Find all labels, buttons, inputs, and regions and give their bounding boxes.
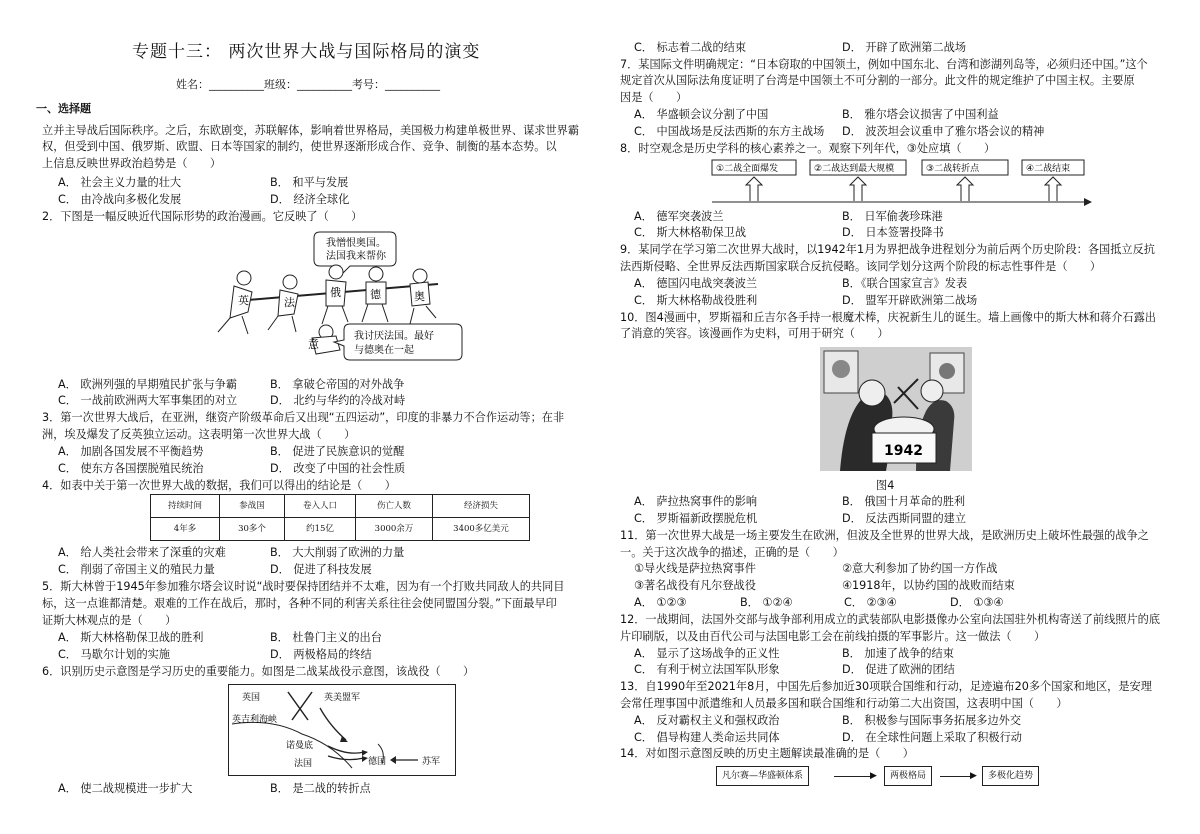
table-cell: 30多个 [220,518,285,541]
q11-option-a[interactable]: A． ①②③ [634,596,687,609]
table-cell: 3400多亿美元 [433,518,530,541]
map-label: 苏军 [422,757,441,767]
q5-option-a[interactable]: A． 斯大林格勒保卫战的胜利 [58,631,204,644]
q7-option-c[interactable]: C． 中国战场是反法西斯的东方主战场 [634,125,825,138]
timeline-box: ②二战达到最大规模 [814,164,895,174]
cartoon-bubble-2: 与德奥在一起 [354,345,414,356]
q3-option-d[interactable]: D． 改变了中国的社会性质 [270,462,406,475]
q11-line: 11．第一次世界大战是一场主要发生在欧洲，但波及全世界的世界大战，是欧洲历史上破坏性最强的战争之 [620,529,1149,542]
q1-option-d[interactable]: D． 经济全球化 [270,193,350,206]
flow-box: 两极格局 [884,766,932,786]
map-label: 法国 [294,759,313,769]
q2-option-b[interactable]: B． 拿破仑帝国的对外战争 [270,378,405,391]
q9-option-a[interactable]: A． 德国闪电战突袭波兰 [634,277,758,290]
cartoon-figure-4 [820,347,972,471]
q12-option-b[interactable]: B． 加速了战争的结束 [842,647,954,660]
student-info-line: 姓名：__________班级：__________考号：__________ [176,78,440,91]
q9-option-d[interactable]: D． 盟军开辟欧洲第二战场 [842,294,978,307]
q4-stem: 4．如表中关于第一次世界大战的数据，我们可以得出的结论是（ ） [42,479,396,492]
cartoon-label-italy: 意 [308,338,319,351]
page-title: 专题十三： 两次世界大战与国际格局的演变 [132,42,481,62]
q6-stem: 6．识别历史示意图是学习历史的重要能力。如图是二战某战役示意图，该战役（ ） [42,665,475,678]
flow-box: 多极化趋势 [982,766,1039,786]
map-label: 英美盟军 [324,693,361,703]
arrow-head-icon: ▶ [970,771,977,781]
q11-option-c[interactable]: C． ②③④ [844,596,897,609]
q11-option-d[interactable]: D． ①③④ [950,596,1004,609]
q11-statement: ④1918年，以协约国的战败而结束 [842,579,1015,592]
q10-line: 10．图4漫画中，罗斯福和丘吉尔各手持一根魔术棒，庆祝新生儿的诞生。墙上画像中的斯大林和蒋介石露出 [620,311,1156,324]
table-cell: 4年多 [151,518,220,541]
map-label: 诺曼底 [286,741,314,751]
q9-option-b[interactable]: B．《联合国家宣言》发表 [842,277,968,290]
q12-line: 12．一战期间，法国外交部与战争部利用成立的武装部队电影摄像办公室向法国驻外机构寄送了前线照片的底 [620,613,1161,626]
q7-option-d[interactable]: D． 波茨坦会议重申了雅尔塔会议的精神 [842,125,1045,138]
q12-option-c[interactable]: C． 有利于树立法国军队形象 [634,663,780,676]
q12-option-d[interactable]: D． 促进了欧洲的团结 [842,663,955,676]
cartoon-label-germany: 德 [370,288,381,301]
timeline-box: ①二战全面爆发 [716,164,779,174]
figure-caption: 图4 [876,479,895,492]
q10-option-c[interactable]: C． 罗斯福新政摆脱危机 [634,512,758,525]
q10-line: 了消意的笑容。该漫画作为史料，可用于研究（ ） [620,327,889,340]
q4-option-c[interactable]: C． 削弱了帝国主义的殖民力量 [58,563,215,576]
flow-arrow [834,776,874,777]
table-header: 持续时间 [151,495,220,518]
q3-option-b[interactable]: B． 促进了民族意识的觉醒 [270,445,405,458]
q14-stem: 14．对如图示意图反映的历史主题解读最准确的是（ ） [620,747,914,760]
cartoon-bubble-2: 我讨厌法国。最好 [354,331,434,342]
q5-line: 5．斯大林曾于1945年参加雅尔塔会议时说“战时要保持团结并不太难，因为有一个打败共同敌人的共同目 [42,580,565,593]
map-label: 德国 [368,757,387,767]
cartoon-label-france: 法 [284,296,295,309]
timeline-diagram [704,157,1094,207]
cartoon-bubble-1: 我憎恨奥国。 [326,238,386,249]
q8-stem: 8．时空观念是历史学科的核心素养之一。观察下列年代，③处应填（ ） [620,142,996,155]
q1-option-c[interactable]: C． 由冷战向多极化发展 [58,193,182,206]
q1-option-b[interactable]: B． 和平与发展 [270,176,349,189]
q7-line: 规定首次从国际法角度证明了台湾是中国领土不可分割的一部分。此文件的规定维护了中国主权。主要原 [620,74,1135,87]
q3-line: 3．第一次世界大战后，在亚洲，继资产阶级革命后又出现“五四运动”，印度的非暴力不合作运动等；在非 [42,411,565,424]
q5-option-b[interactable]: B． 杜鲁门主义的出台 [270,631,382,644]
q6-option-d[interactable]: D． 开辟了欧洲第二战场 [842,41,967,54]
map-label: 英吉利海峡 [232,715,278,725]
q8-option-b[interactable]: B． 日军偷袭珍珠港 [842,210,943,223]
flow-arrow [940,776,974,777]
q13-line: 13．自1990年至2021年8月，中国先后参加近30项联合国维和行动，足迹遍布20多个国家和地区，是安理 [620,680,1152,693]
q5-option-c[interactable]: C． 马歇尔计划的实施 [58,648,171,661]
q2-option-c[interactable]: C． 一战前欧洲两大军事集团的对立 [58,394,238,407]
political-cartoon [208,226,468,370]
q3-option-a[interactable]: A． 加剧各国发展不平衡趋势 [58,445,204,458]
q7-line: 因是（ ） [620,91,688,104]
q8-option-c[interactable]: C． 斯大林格勒保卫战 [634,226,747,239]
q10-option-a[interactable]: A． 萨拉热窝事件的影响 [634,495,758,508]
q2-stem: 2．下图是一幅反映近代国际形势的政治漫画。它反映了（ ） [42,210,363,223]
timeline-box: ③二战转折点 [926,164,980,174]
map-label: 英国 [242,693,261,703]
table-header: 参战国 [220,495,285,518]
cartoon-year: 1942 [884,443,923,459]
flow-box: 凡尔赛—华盛顿体系 [716,766,809,786]
cartoon-bubble-1: 法国我来帮你 [326,251,386,262]
q11-line: 一。关于这次战争的描述，正确的是（ ） [620,546,844,559]
ww1-data-table [150,494,530,541]
q12-option-a[interactable]: A． 显示了这场战争的正义性 [634,647,780,660]
q9-line: 法西斯侵略、全世界反法西斯国家联合反抗侵略。该同学划分这两个阶段的标志性事件是（ ） [620,260,1102,273]
q5-line: 标，这一点谁都清楚。艰难的工作在战后，那时，各种不同的利害关系往往会使同盟国分裂。”下面最早印 [42,597,557,610]
q8-option-d[interactable]: D． 日本签署投降书 [842,226,944,239]
table-row [151,518,530,541]
q10-option-b[interactable]: B． 俄国十月革命的胜利 [842,495,966,508]
q2-option-d[interactable]: D． 北约与华约的冷战对峙 [270,394,406,407]
q1-option-a[interactable]: A． 社会主义力量的壮大 [58,176,182,189]
arrow-head-icon: ▶ [870,771,877,781]
timeline-box: ④二战结束 [1026,164,1071,174]
table-header: 卷入人口 [285,495,356,518]
cartoon-label-russia: 俄 [330,286,341,299]
section-heading: 一、选择题 [36,102,91,115]
q7-option-a[interactable]: A． 华盛顿会议分割了中国 [634,108,769,121]
q3-line: 洲，埃及爆发了反英独立运动。这表明第一次世界大战（ ） [42,428,356,441]
table-header: 伤亡人数 [356,495,433,518]
q1-line: 立并主导战后国际秩序。之后，东欧剧变，苏联解体，影响着世界格局，美国极力构建单极世界、谋求世界霸 [42,124,580,137]
q11-statement: ②意大利参加了协约国一方作战 [842,562,998,575]
normandy-map [228,684,456,776]
cartoon-label-austria: 奥 [414,290,425,303]
q4-option-a[interactable]: A． 给人类社会带来了深重的灾难 [58,546,226,559]
q9-line: 9．某同学在学习第二次世界大战时，以1942年1月为界把战争进程划分为前后两个历史阶段：各国抵立反抗 [620,243,1155,256]
q5-line: 证斯大林观点的是（ ） [42,614,177,627]
q10-option-d[interactable]: D． 反法西斯同盟的建立 [842,512,967,525]
q3-option-c[interactable]: C． 使东方各国摆脱殖民统治 [58,462,204,475]
q11-option-b[interactable]: B． ①②④ [740,596,793,609]
q13-option-b[interactable]: B． 积极参与国际事务拓展多边外交 [842,714,1022,727]
q4-option-d[interactable]: D． 促进了科技发展 [270,563,372,576]
q8-option-a[interactable]: A． 德军突袭波兰 [634,210,724,223]
q12-line: 片印刷版，以及由百代公司与法国电影工会在前线拍摄的军事影片。这一做法（ ） [620,630,1046,643]
q6-option-b[interactable]: B． 是二战的转折点 [270,782,371,795]
table-cell: 约15亿 [285,518,356,541]
q11-statement: ③著名战役有凡尔登战役 [634,579,756,592]
q11-statement: ①导火线是萨拉热窝事件 [634,562,756,575]
q13-line: 会常任理事国中派遣维和人员最多国和联合国维和行动第二大出资国，这表明中国（ ） [620,697,1068,710]
q9-option-c[interactable]: C． 斯大林格勒战役胜利 [634,294,758,307]
table-header: 经济损失 [433,495,530,518]
q7-line: 7．某国际文件明确规定：“日本窃取的中国领土，例如中国东北、台湾和澎湖列岛等，必须归还中国。”这个 [620,58,1148,71]
q6-option-a[interactable]: A． 使二战规模进一步扩大 [58,782,193,795]
q13-option-d[interactable]: D． 在全球性问题上采取了积极行动 [842,731,1022,744]
q1-line: 上信息反映世界政治趋势是（ ） [42,157,222,170]
q5-option-d[interactable]: D． 两极格局的终结 [270,648,372,661]
q13-option-a[interactable]: A． 反对霸权主义和强权政治 [634,714,780,727]
q2-option-a[interactable]: A． 欧洲列强的早期殖民扩张与争霸 [58,378,238,391]
q1-line: 权，但受到中国、俄罗斯、欧盟、日本等国家的制约，使世界逐渐形成合作、竞争、制衡的基本态势。以 [42,140,557,153]
table-cell: 3000余万 [356,518,433,541]
table-header-row [151,495,530,518]
q4-option-b[interactable]: B． 大大削弱了欧洲的力量 [270,546,405,559]
q7-option-b[interactable]: B． 雅尔塔会议损害了中国利益 [842,108,999,121]
q13-option-c[interactable]: C． 倡导构建人类命运共同体 [634,731,780,744]
cartoon-label-britain: 英 [238,294,249,307]
q6-option-c[interactable]: C． 标志着二战的结束 [634,41,747,54]
